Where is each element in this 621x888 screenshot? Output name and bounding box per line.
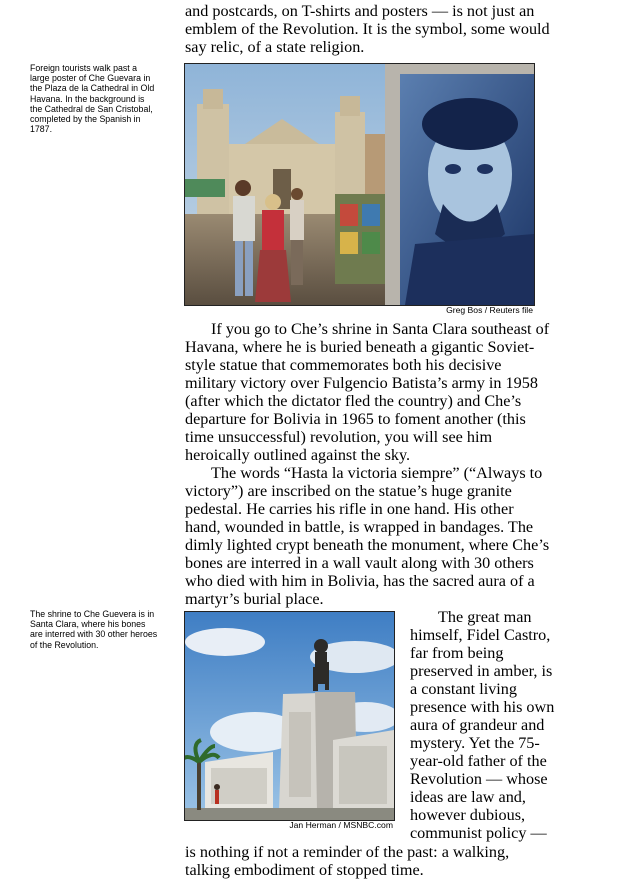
paragraph-castro: The great man himself, Fidel Castro, far from being preserved in amber, is a constant living presence with his own aura of grandeur and mystery. Yet the 75-year-old father of the Revolution — whose ideas are law and, however dubious, communist policy —: [410, 608, 555, 842]
photo2-caption: The shrine to Che Guevera is in Santa Clara, where his bones are interred with 30 other heroes of the Revolution.: [30, 609, 158, 650]
top-text: [185, 2, 553, 56]
paragraph-shrine: If you go to Che’s shrine in Santa Clara southeast of Havana, where he is buried beneath a gigantic Soviet-style statue that commemorates both his decisive military victory over Fulgencio Batista’s army in 1958 (after which the dictator fled the country) and Che’s departure for Bolivia in 1965 to foment another (this time unsuccessful) revolution, you will see him heroically outlined against the sky.: [185, 320, 550, 464]
paragraph-inscription: The words “Hasta la victoria siempre” (“Always to victory”) are inscribed on the statue’s huge granite pedestal. He carries his rifle in one hand. His other hand, wounded in battle, is wrapped in bandages. The dimly lighted crypt beneath the monument, where Che’s bones are interred in a wall vault along with 30 others who died with him in Bolivia, has the sacred aura of a martyr’s burial place.: [185, 464, 550, 608]
photo1-credit: Greg Bos / Reuters file: [446, 305, 533, 315]
photo2-credit: Jan Herman / MSNBC.com: [289, 820, 393, 830]
paragraph-conclusion: is nothing if not a reminder of the past: a walking, talking embodiment of stopped time.: [185, 843, 510, 879]
photo-santa-clara-shrine: [184, 611, 395, 821]
bottom-text: [185, 843, 553, 879]
side-column-text: [410, 608, 558, 842]
photo1-caption: Foreign tourists walk past a large poster of Che Guevara in the Plaza de la Cathedral in Old Havana. In the background is the Cathedral de San Cristobal, completed by the Spanish in 1787.: [30, 63, 155, 135]
che-monument-image: [185, 612, 394, 820]
photo-cathedral-che-poster: [184, 63, 535, 306]
cathedral-scene-image: [185, 64, 534, 305]
main-body-text: [185, 320, 553, 608]
top-paragraph: and postcards, on T-shirts and posters — is not just an emblem of the Revolution. It is the symbol, some would say relic, of a state religion.: [185, 2, 550, 56]
